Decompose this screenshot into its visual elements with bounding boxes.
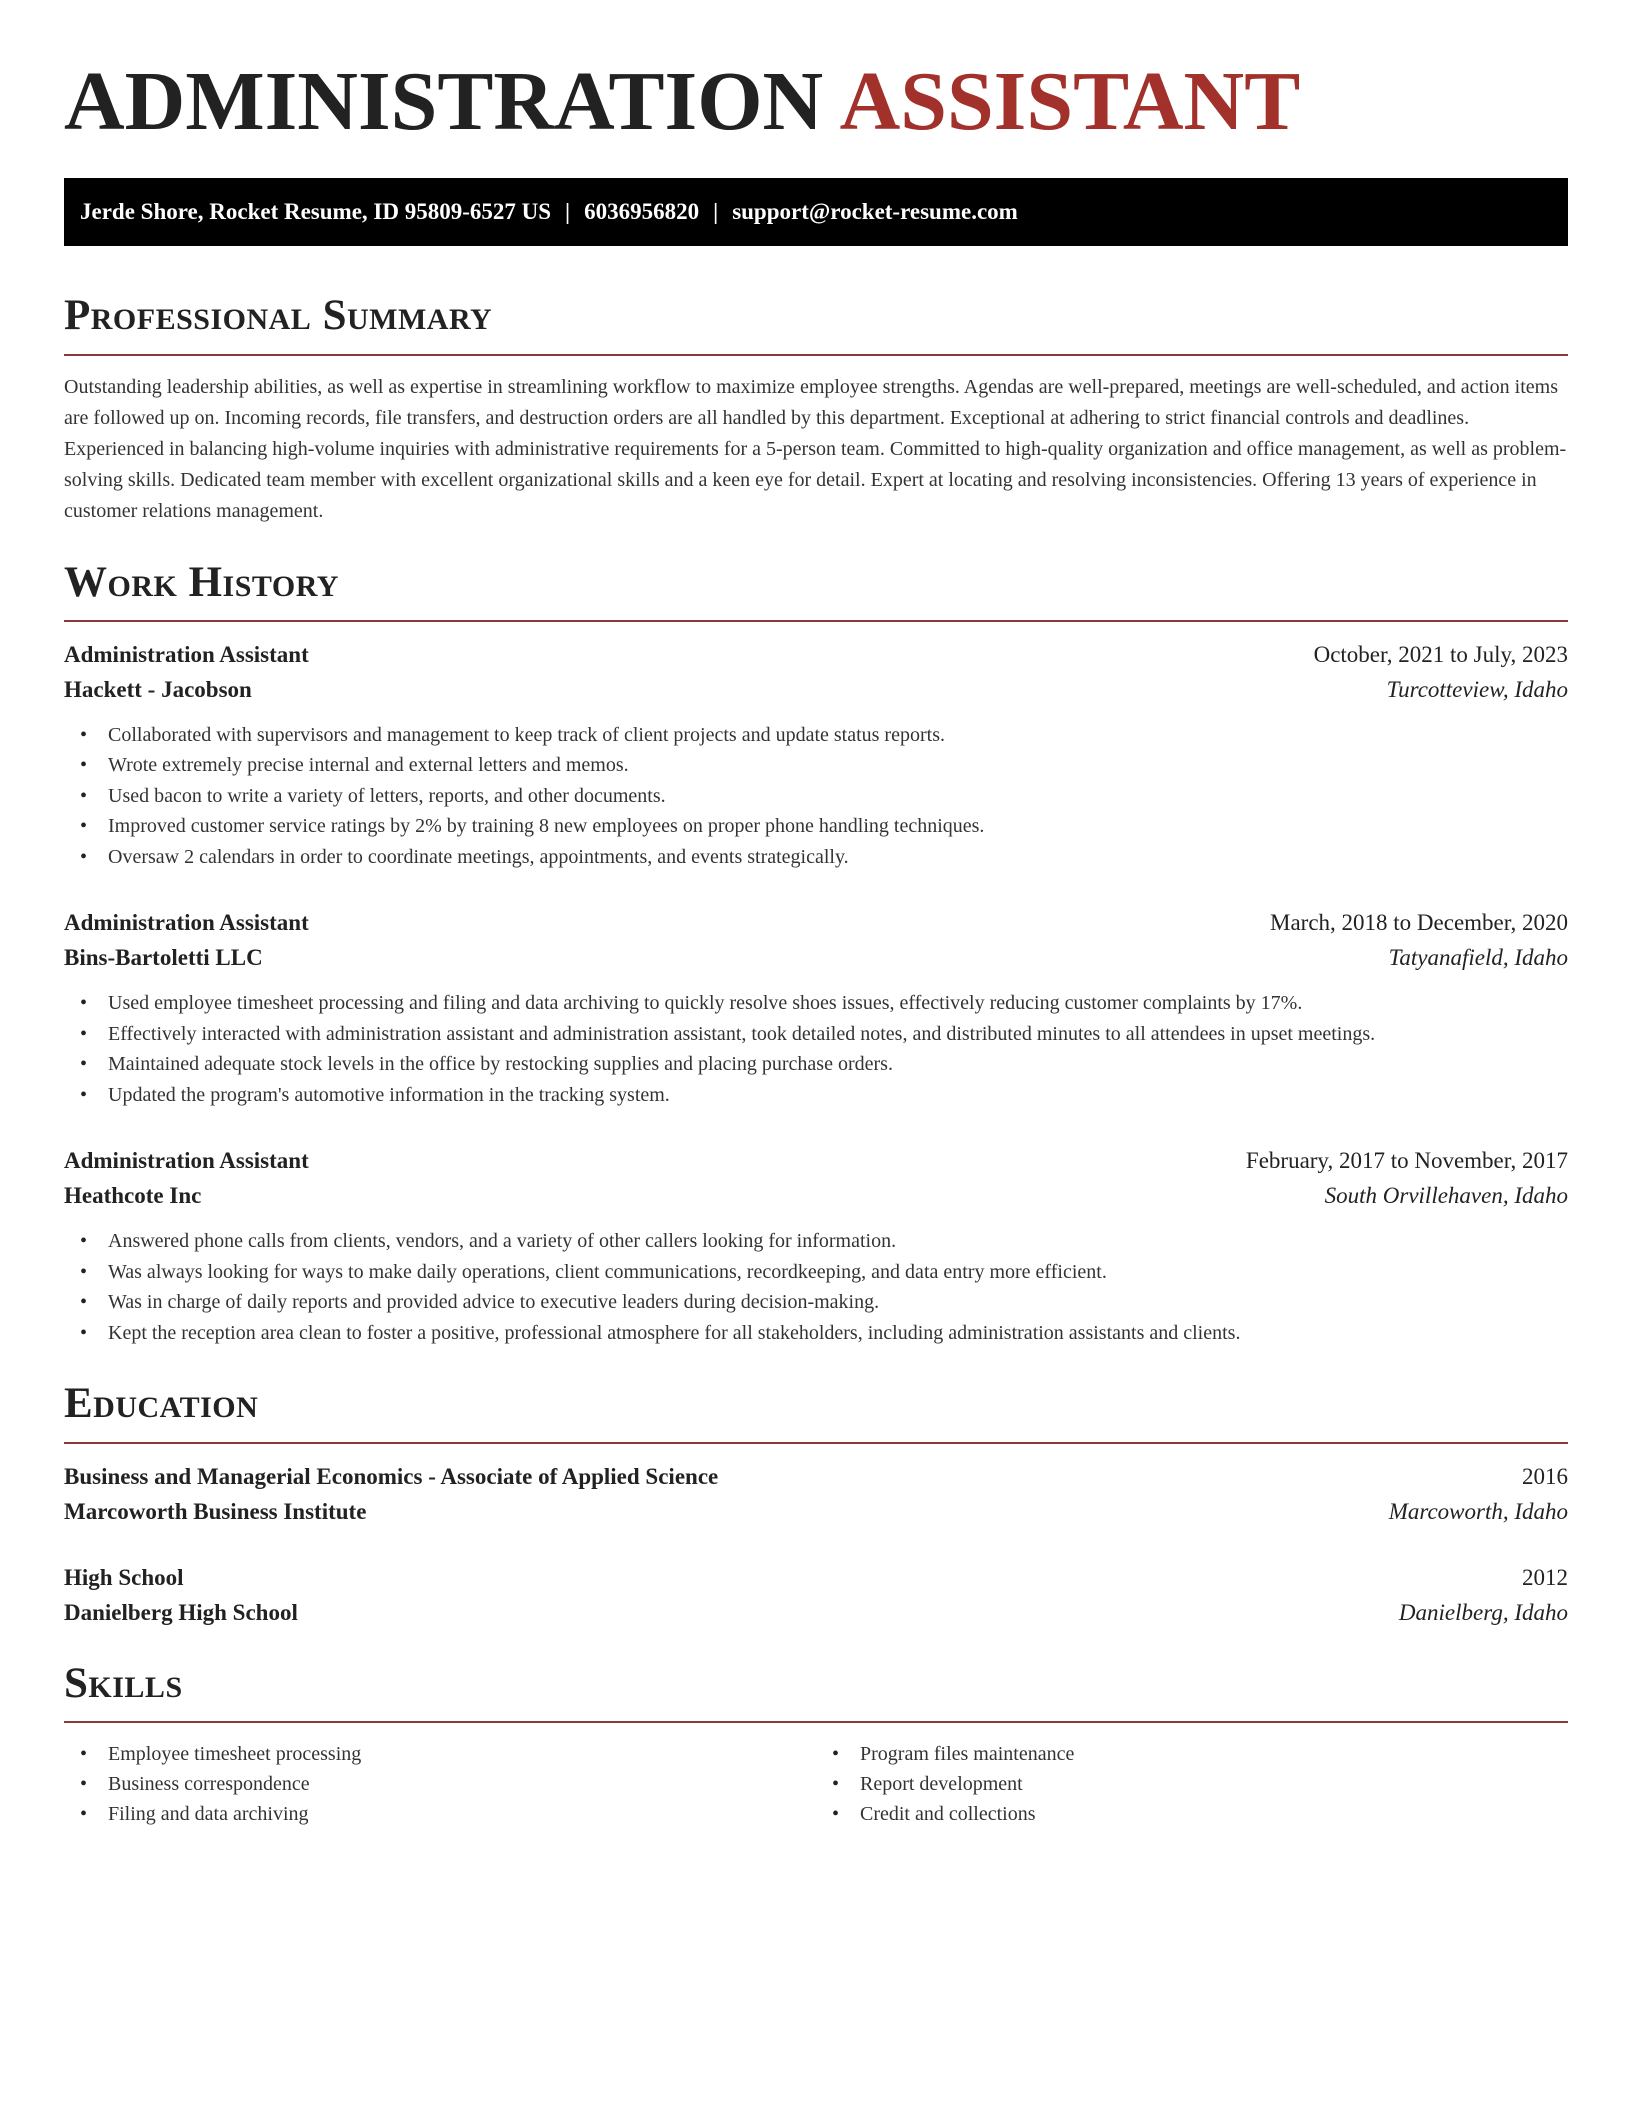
job-bullet: • Updated the program's automotive information in the tracking system. <box>64 1080 1568 1111</box>
skills-column-left <box>64 1739 816 1829</box>
job-role: Administration Assistant <box>64 910 309 936</box>
job-bullet: • Maintained adequate stock levels in the office by restocking supplies and placing purchase orders. <box>64 1049 1568 1080</box>
contact-separator: | <box>713 199 719 225</box>
skills-column-right <box>816 1739 1568 1829</box>
section-title-summary: Professional Summary <box>64 292 493 340</box>
contact-bar <box>64 178 1568 246</box>
skill-item: • Program files maintenance <box>816 1739 1568 1769</box>
contact-phone: 6036956820 <box>584 199 700 225</box>
section-divider <box>64 1721 1568 1723</box>
name-first: ADMINISTRATION <box>64 55 824 148</box>
education-school: Danielberg High School <box>64 1599 298 1625</box>
section-divider <box>64 1442 1568 1444</box>
education-entry <box>64 1464 1568 1525</box>
summary-text: Outstanding leadership abilities, as well as expertise in streamlining workflow to maximize employee strengths. Agendas are well-prepared, meetings are well-scheduled, and action items are followed up on. Incoming records, file transfers, and destruction orders are all handled by this department. Exceptional at adhering to strict financial controls and deadlines. Experienced in balancing high-volume inquiries with administrative requirements for a 5-person team. Committed to high-quality organization and office management, as well as problem-solving skills. Dedicated team member with excellent organizational skills and a keen eye for detail. Expert at locating and resolving inconsistencies. Offering 13 years of experience in customer relations management. <box>64 375 1567 522</box>
job-bullets <box>64 720 1568 873</box>
job-bullet: • Effectively interacted with administration assistant and administration assistant, took detailed notes, and distributed minutes to all attendees in upset meetings. <box>64 1019 1568 1050</box>
job-bullet: • Used bacon to write a variety of letters, reports, and other documents. <box>64 781 1568 812</box>
job-dates: March, 2018 to December, 2020 <box>1270 910 1568 936</box>
job-location: South Orvillehaven, Idaho <box>1324 1183 1568 1209</box>
contact-address: Jerde Shore, Rocket Resume, ID 95809-6527 US <box>80 199 552 225</box>
education-school: Marcoworth Business Institute <box>64 1498 367 1524</box>
education-year: 2012 <box>1522 1564 1568 1590</box>
skill-item: • Report development <box>816 1769 1568 1799</box>
job-bullets <box>64 1226 1568 1348</box>
job-bullet: • Used employee timesheet processing and filing and data archiving to quickly resolve shoes issues, effectively reducing customer complaints by 17%. <box>64 988 1568 1019</box>
skill-item: • Employee timesheet processing <box>64 1739 816 1769</box>
job-bullet: • Kept the reception area clean to foster a positive, professional atmosphere for all stakeholders, including administration assistants and clients. <box>64 1318 1568 1349</box>
job-bullet: • Answered phone calls from clients, vendors, and a variety of other callers looking for information. <box>64 1226 1568 1257</box>
job-role: Administration Assistant <box>64 1148 309 1174</box>
education-degree: Business and Managerial Economics - Associate of Applied Science <box>64 1463 719 1489</box>
job-bullets <box>64 988 1568 1110</box>
education-location: Danielberg, Idaho <box>1398 1599 1568 1625</box>
section-divider <box>64 620 1568 622</box>
section-divider <box>64 354 1568 356</box>
job-bullet: • Wrote extremely precise internal and external letters and memos. <box>64 750 1568 781</box>
skill-item: • Credit and collections <box>816 1799 1568 1829</box>
education-location: Marcoworth, Idaho <box>1388 1498 1568 1524</box>
skills-grid <box>64 1739 1568 1829</box>
job-bullet: • Improved customer service ratings by 2% by training 8 new employees on proper phone handling techniques. <box>64 811 1568 842</box>
education-degree: High School <box>64 1564 184 1590</box>
job-entry <box>64 1148 1568 1348</box>
job-company: Heathcote Inc <box>64 1183 202 1209</box>
education-year: 2016 <box>1522 1463 1568 1489</box>
skill-item: • Business correspondence <box>64 1769 816 1799</box>
job-location: Turcotteview, Idaho <box>1386 676 1568 702</box>
job-bullet: • Oversaw 2 calendars in order to coordinate meetings, appointments, and events strategically. <box>64 842 1568 873</box>
job-entry <box>64 910 1568 1110</box>
job-dates: October, 2021 to July, 2023 <box>1313 641 1568 667</box>
name-last: ASSISTANT <box>839 55 1301 148</box>
section-title-work-history: Work History <box>64 558 339 606</box>
section-title-education: Education <box>64 1380 259 1428</box>
job-bullet: • Collaborated with supervisors and management to keep track of client projects and update status reports. <box>64 720 1568 751</box>
job-bullet: • Was in charge of daily reports and provided advice to executive leaders during decision-making. <box>64 1287 1568 1318</box>
job-dates: February, 2017 to November, 2017 <box>1245 1148 1568 1174</box>
resume-name <box>64 56 1568 148</box>
contact-separator: | <box>565 199 571 225</box>
job-role: Administration Assistant <box>64 641 309 667</box>
job-bullet: • Was always looking for ways to make daily operations, client communications, recordkeeping, and data entry more efficient. <box>64 1257 1568 1288</box>
skill-item: • Filing and data archiving <box>64 1799 816 1829</box>
section-title-skills: Skills <box>64 1659 183 1707</box>
job-entry <box>64 642 1568 873</box>
job-company: Hackett - Jacobson <box>64 676 252 702</box>
contact-email: support@rocket-resume.com <box>732 199 1018 225</box>
job-company: Bins-Bartoletti LLC <box>64 945 263 971</box>
education-entry <box>64 1565 1568 1626</box>
job-location: Tatyanafield, Idaho <box>1388 945 1568 971</box>
